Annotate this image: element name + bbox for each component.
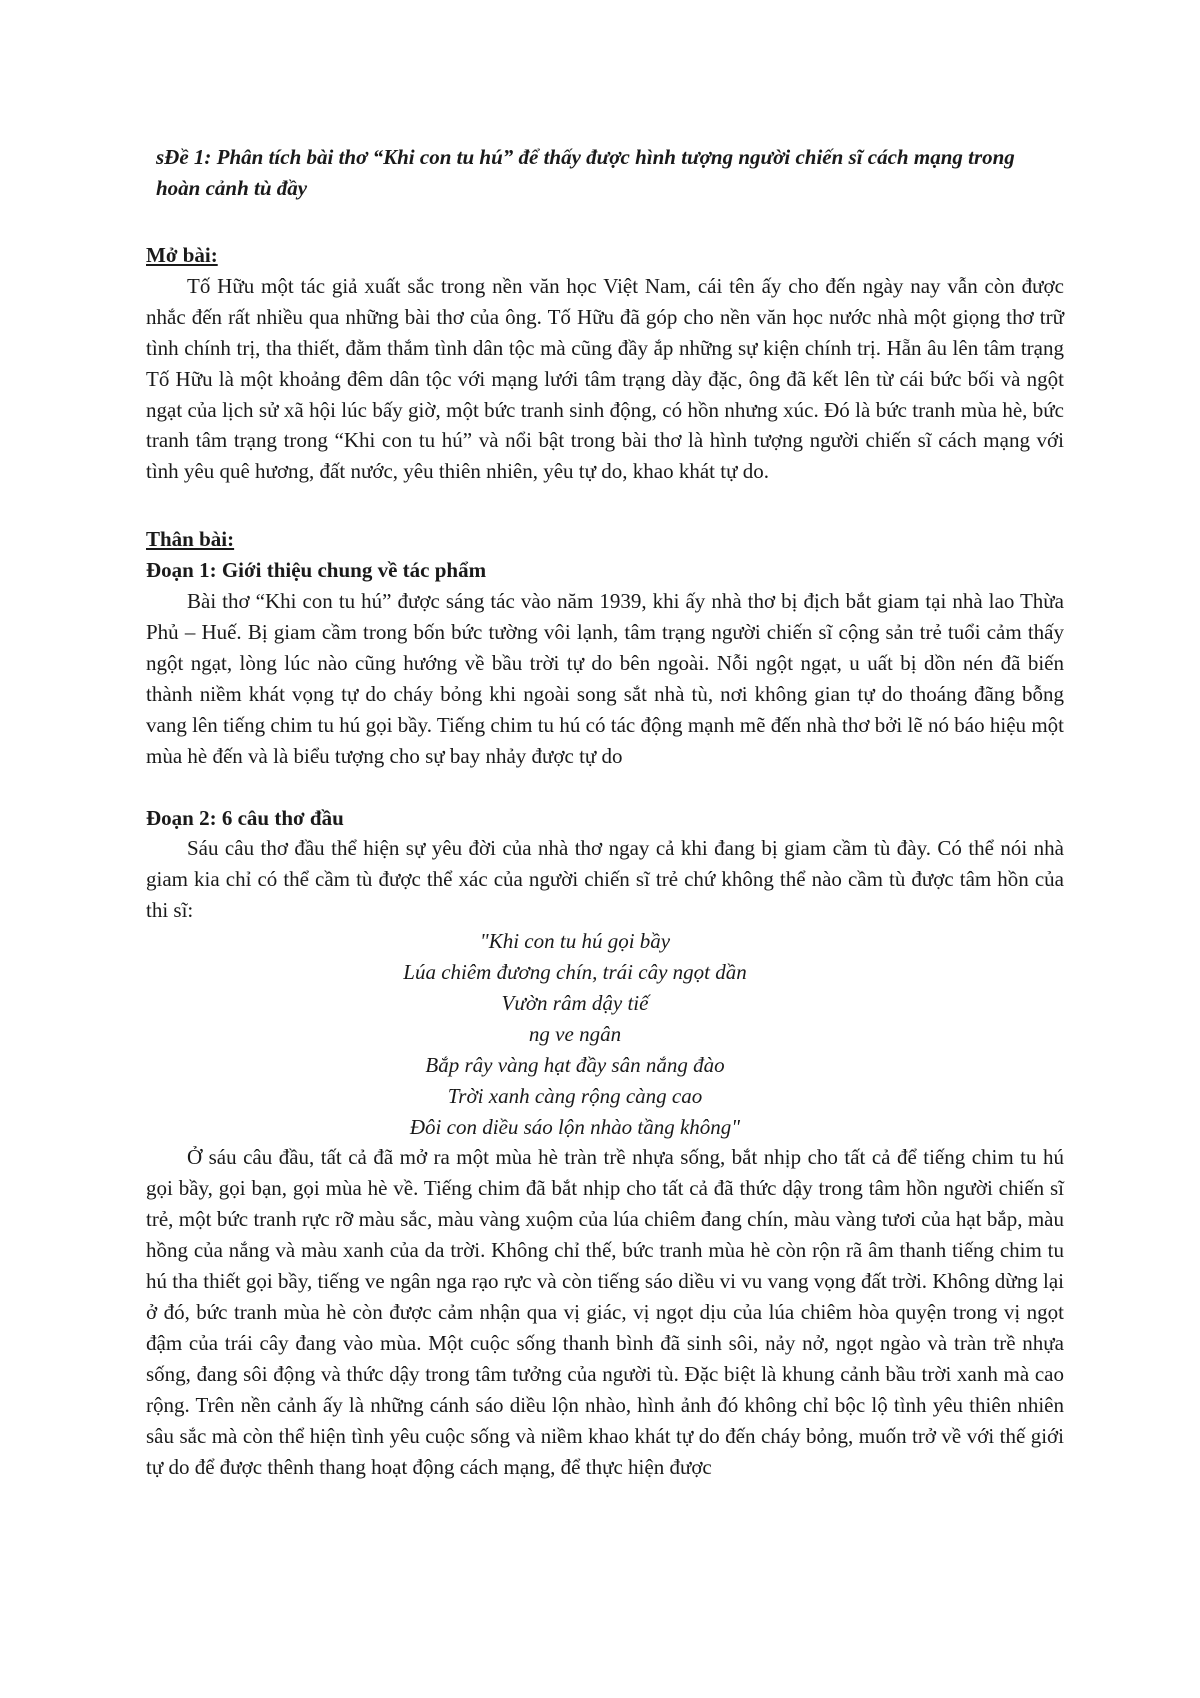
document-content — [146, 142, 1064, 1482]
essay-title: sĐề 1: Phân tích bài thơ “Khi con tu hú” để thấy được hình tượng người chiến sĩ cách mạng trong hoàn cảnh tù đầy — [156, 145, 1015, 200]
poem-line: ng ve ngân — [528, 1021, 622, 1046]
part1-heading: Đoạn 1: Giới thiệu chung về tác phẩm — [146, 558, 487, 583]
part2-heading: Đoạn 2: 6 câu thơ đầu — [146, 805, 344, 830]
intro-label: Mở bài: — [146, 243, 218, 267]
poem-line: "Khi con tu hú gọi bầy — [479, 929, 671, 954]
poem-block — [146, 926, 1064, 1142]
part2-analysis-paragraph: Ở sáu câu đầu, tất cả đã mở ra một mùa hè tràn trề nhựa sống, bắt nhịp cho tất cả để tiếng chim tu hú gọi bầy, gọi bạn, gọi mùa hè về. Tiếng chim đã bắt nhịp cho tất cả đã thức dậy trong tâm hồn người chiến sĩ trẻ, một bức tranh rực rỡ màu sắc, màu vàng xuộm của lúa chiêm đang chín, màu vàng tươi của hạt bắp, màu hồng của nắng và màu xanh của da trời. Không chỉ thế, bức tranh mùa hè còn rộn rã âm thanh tiếng chim tu hú tha thiết gọi bầy, tiếng ve ngân nga rạo rực và còn tiếng sáo diều vi vu vang vọng đất trời. Không dừng lại ở đó, bức tranh mùa hè còn được cảm nhận qua vị giác, vị ngọt dịu của lúa chiêm hòa quyện trong vị ngọt đậm của trái cây đang vào mùa. Một cuộc sống thanh bình đã sinh sôi, nảy nở, ngọt ngào và tràn trề nhựa sống, đang sôi động và thức dậy trong tâm tưởng của người tù. Đặc biệt là khung cảnh bầu trời xanh mà cao rộng. Trên nền cảnh ấy là những cánh sáo diều lộn nhào, hình ảnh đó không chỉ bộc lộ tình yêu thiên nhiên sâu sắc mà còn thể hiện tình yêu cuộc sống và niềm khao khát tự do đến cháy bỏng, muốn trở về với thế giới tự do để được thênh thang hoạt động cách mạng, để thực hiện được — [146, 1145, 1064, 1479]
poem-line: Đôi con diều sáo lộn nhào tầng không" — [409, 1114, 741, 1139]
intro-paragraph: Tố Hữu một tác giả xuất sắc trong nền văn học Việt Nam, cái tên ấy cho đến ngày nay vẫn còn được nhắc đến rất nhiều qua những bài thơ của ông. Tố Hữu đã góp cho nền văn học nước nhà một giọng thơ trữ tình chính trị, tha thiết, đằm thắm tình dân tộc mà cũng đầy ắp những sự kiện chính trị. Hẵn âu lên tâm trạng Tố Hữu là một khoảng đêm dân tộc với mạng lưới tâm trạng dày đặc, ông đã kết lên từ cái bức bối và ngột ngạt của lịch sử xã hội lúc bấy giờ, một bức tranh sinh động, có hồn nhưng xúc. Đó là bức tranh mùa hè, bức tranh tâm trạng trong “Khi con tu hú” và nổi bật trong bài thơ là hình tượng người chiến sĩ cách mạng với tình yêu quê hương, đất nước, yêu thiên nhiên, yêu tự do, khao khát tự do. — [146, 273, 1064, 484]
part1-paragraph: Bài thơ “Khi con tu hú” được sáng tác vào năm 1939, khi ấy nhà thơ bị địch bắt giam tại nhà lao Thừa Phủ – Huế. Bị giam cầm trong bốn bức tường vôi lạnh, tâm trạng người chiến sĩ cộng sản trẻ tuổi cảm thấy ngột ngạt, lòng lúc nào cũng hướng về bầu trời tự do bên ngoài. Nỗi ngột ngạt, u uất bị dồn nén đã biến thành niềm khát vọng tự do cháy bỏng khi ngoài song sắt nhà tù, nơi không gian tự do thoáng đãng bỗng vang lên tiếng chim tu hú gọi bầy. Tiếng chim tu hú có tác động mạnh mẽ đến nhà thơ bởi lẽ nó báo hiệu một mùa hè đến và là biểu tượng cho sự bay nhảy được tự do — [146, 589, 1064, 768]
poem-line: Lúa chiêm đương chín, trái cây ngọt dần — [403, 960, 747, 985]
poem-line: Bắp rây vàng hạt đầy sân nắng đào — [425, 1052, 725, 1077]
body-label: Thân bài: — [146, 527, 235, 552]
poem-line: Vườn râm dậy tiế — [501, 990, 649, 1015]
part2-paragraph: Sáu câu thơ đầu thể hiện sự yêu đời của nhà thơ ngay cả khi đang bị giam cầm tù đày. Có thể nói nhà giam kia chỉ có thể cầm tù được thể xác của người chiến sĩ trẻ chứ không thể nào cầm tù được tâm hồn của thi sĩ: — [146, 836, 1064, 923]
poem-line: Trời xanh càng rộng càng cao — [447, 1083, 703, 1108]
